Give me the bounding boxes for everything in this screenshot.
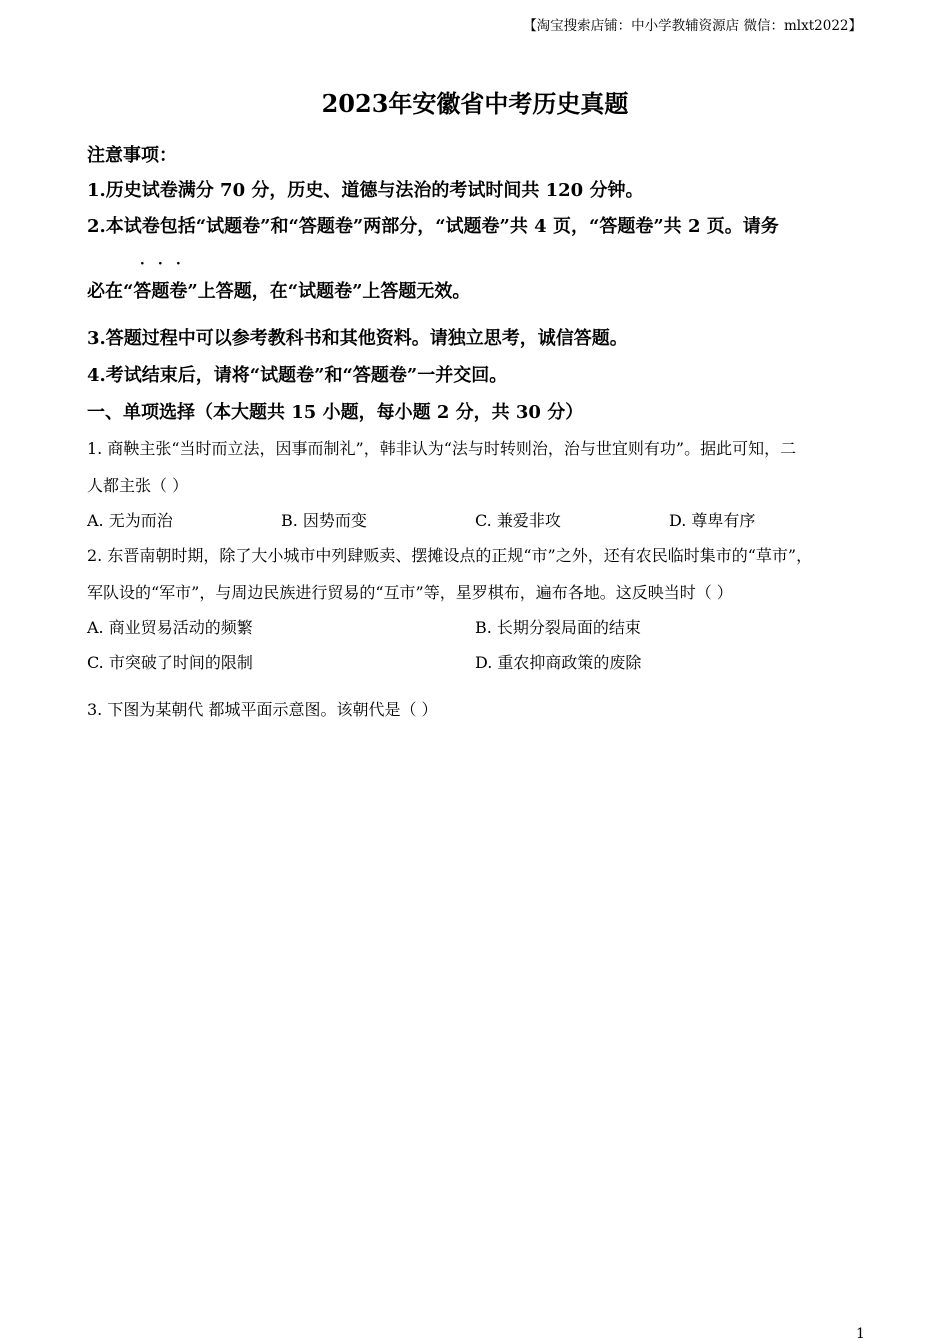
emphasis-dot: · <box>175 256 181 272</box>
notice-item-2-prefix: 必在“ <box>87 281 134 302</box>
question-1-option-d: D. 尊卑有序 <box>669 511 756 530</box>
question-2-line-1: 2. 东晋南朝时期，除了大小城市中列肆贩卖、摆摊设点的正规“市”之外，还有农民临时集市的“草市”， <box>87 546 813 565</box>
notice-item-2-line-2 <box>87 256 471 303</box>
emphasized-text: 答题卷 <box>133 281 188 302</box>
notice-item-4: 4.考试结束后，请将“试题卷”和“答题卷”一并交回。 <box>87 365 508 386</box>
question-2-option-a: A. 商业贸易活动的频繁 <box>87 618 253 637</box>
notice-item-3: 3.答题过程中可以参考教科书和其他资料。请独立思考，诚信答题。 <box>87 328 628 349</box>
emphasized-answer-sheet <box>133 256 188 303</box>
question-1-option-c: C. 兼爱非攻 <box>475 511 561 530</box>
page-number: 1 <box>856 1326 865 1342</box>
notice-item-2-line-1: 2.本试卷包括“试题卷”和“答题卷”两部分，“试题卷”共 4 页，“答题卷”共 2 页。请务 <box>87 216 779 237</box>
question-1-line-1: 1. 商鞅主张“当时而立法，因事而制礼”，韩非认为“法与时转则治，治与世宜则有功”。据此可知，二 <box>87 439 797 458</box>
notice-item-2-suffix: ”上答题，在“试题卷”上答题无效。 <box>187 281 471 302</box>
notice-heading: 注意事项： <box>87 145 177 166</box>
section-1-heading: 一、单项选择（本大题共 15 小题，每小题 2 分，共 30 分） <box>87 402 584 423</box>
question-2-option-b: B. 长期分裂局面的结束 <box>475 618 641 637</box>
question-2-option-c: C. 市突破了时间的限制 <box>87 653 253 672</box>
header-note: 【淘宝搜索店铺：中小学教辅资源店 微信：mlxt2022】 <box>523 18 862 34</box>
question-3-line-1: 3. 下图为某朝代 都城平面示意图。该朝代是（ ） <box>87 700 438 719</box>
question-1-line-2: 人都主张（ ） <box>87 476 189 495</box>
notice-item-1: 1.历史试卷满分 70 分，历史、道德与法治的考试时间共 120 分钟。 <box>87 180 644 201</box>
question-1-option-b: B. 因势而变 <box>281 511 367 530</box>
question-2-line-2: 军队设的“军市”，与周边民族进行贸易的“互市”等，星罗棋布，遍布各地。这反映当时（ ） <box>87 583 733 602</box>
emphasis-dot: · <box>139 256 145 272</box>
question-2-option-d: D. 重农抑商政策的废除 <box>475 653 642 672</box>
emphasis-dot: · <box>157 256 163 272</box>
question-1-option-a: A. 无为而治 <box>87 511 173 530</box>
emphasis-dots <box>133 257 187 271</box>
page-title: 2023年安徽省中考历史真题 <box>321 89 629 118</box>
